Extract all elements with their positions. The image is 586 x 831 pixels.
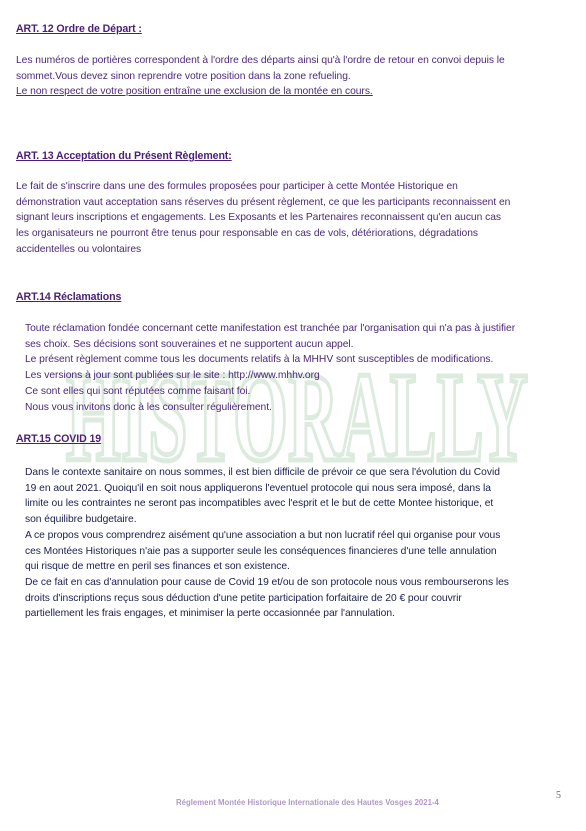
art13-body (16, 179, 510, 258)
art14-heading: ART.14 Réclamations (16, 291, 122, 303)
art13-line-1: Le fait de s'inscrire dans une des formules proposées pour participer à cette Montée Historique en (16, 181, 458, 192)
art15-line-10: partiellement les frais engages, et minimiser la perte occasionnée par l'annulation. (25, 608, 395, 620)
watermark-text: HISTORALLY (66, 346, 528, 482)
art14-line-1: Toute réclamation fondée concernant cette manifestation est tranchée par l'organisation qui n'a pas à justifier (25, 323, 516, 334)
art15-line-7: qui risque de mettre en peril ses finances et son existence. (25, 561, 290, 573)
art13-line-2: démonstration vaut acceptation sans réserves du présent règlement, ce que les participants reconnaissent en (16, 196, 511, 208)
art14-line-4: Les versions à jour sont publiées sur le site : http://www.mhhv.org (25, 370, 320, 382)
art15-line-2: 19 en aout 2021. Quoiqu'il en soit nous appliquerons l'eventuel protocole qui nous sera imposé, dans la (25, 482, 491, 494)
art12-line-3: Le non respect de votre position entraîne une exclusion de la montée en cours. (16, 86, 373, 98)
art15-line-6: ces Montées Historiques n'aie pas a supporter seule les conséquences financieres d'une telle annulation (25, 545, 497, 557)
art12-line-2: sommet.Vous devez sinon reprendre votre position dans la zone refueling. (16, 70, 351, 82)
art15-heading: ART.15 COVID 19 (16, 433, 102, 445)
art14-body (25, 321, 515, 415)
art14-line-2: ses choix. Ses décisions sont souveraines et ne supportent aucun appel. (25, 338, 354, 350)
page-number: 5 (556, 790, 561, 801)
art15-body (25, 465, 509, 622)
art15-line-3: limite ou les contraintes ne seront pas incompatibles avec l'esprit et le but de cette Montee historique, et (25, 498, 494, 510)
art15-line-4: son équilibre budgetaire. (25, 514, 137, 526)
art12-heading: ART. 12 Ordre de Départ : (16, 23, 142, 35)
art14-line-6: Nous vous invitons donc à les consulter régulièrement. (25, 401, 272, 413)
art15-line-1: Dans le contexte sanitaire on nous sommes, il est bien difficile de prévoir ce que sera l'évolution du Covid (25, 467, 500, 478)
art13-line-4: les organisateurs ne pourront être tenus pour responsable en cas de vols, détériorations, dégradations (16, 228, 478, 240)
art15-line-5: A ce propos vous comprendrez aisément qu'une association a but non lucratif réel qui organise pour vous (25, 529, 501, 541)
art13-line-5: accidentelles ou volontaires (16, 243, 142, 255)
art13-line-3: signant leurs inscriptions et engagements. Les Exposants et les Partenaires reconnaissent qu'en aucun cas (16, 212, 501, 224)
art12-line-1: Les numéros de portières correspondent à l'ordre des départs ainsi qu'à l'ordre de retour en convoi depuis le (16, 55, 505, 66)
art15-line-9: droits d'inscriptions reçus sous déduction d'une petite participation forfaitaire de 20 € pour couvrir (25, 592, 462, 604)
art15-line-8: De ce fait en cas d'annulation pour cause de Covid 19 et/ou de son protocole nous vous rembourserons les (25, 576, 509, 588)
art14-line-5: Ce sont elles qui sont réputées comme faisant foi. (25, 385, 251, 397)
art14-line-3: Le présent règlement comme tous les documents relatifs à la MHHV sont susceptibles de modifications. (25, 354, 494, 366)
footer-text: Réglement Montée Historique Internationale des Hautes Vosges 2021-4 (176, 798, 439, 807)
art13-heading: ART. 13 Acceptation du Présent Règlement: (16, 150, 232, 162)
art12-body (16, 53, 505, 100)
